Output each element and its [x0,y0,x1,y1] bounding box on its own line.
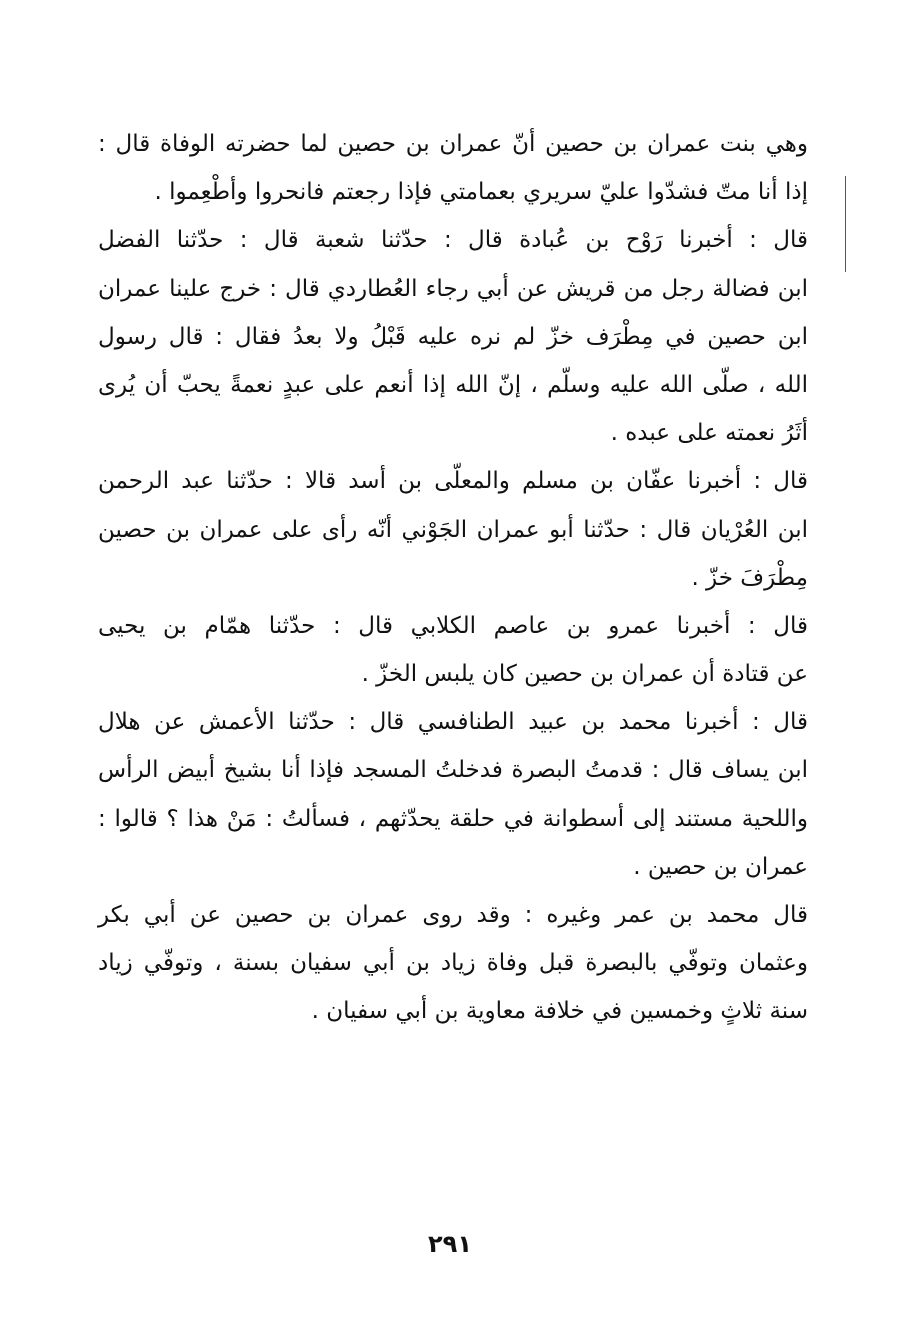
text-line: وهي بنت عمران بن حصين أنّ عمران بن حصين لما حضرته الوفاة قال : [98,131,808,157]
text-line: قال : أخبرنا عفّان بن مسلم والمعلّى بن أسد قالا : حدّثنا عبد الرحمن [98,468,808,495]
text-line: قال : أخبرنا عمرو بن عاصم الكلابي قال : حدّثنا همّام بن يحيى [98,612,808,639]
text-line: قال : أخبرنا رَوْح بن عُبادة قال : حدّثنا شعبة قال : حدّثنا الفضل [98,227,808,254]
text-line: واللحية مستند إلى أسطوانة في حلقة يحدّثهم ، فسألتُ : مَنْ هذا ؟ قالوا : [98,805,808,832]
paragraph-2 [98,216,808,457]
text-line: مِطْرَفَ خزّ . [691,564,808,591]
paragraph-4 [98,602,808,698]
text-line: ابن حصين في مِطْرَف خزّ لم نره عليه قَبْلُ ولا بعدُ فقال : قال رسول [98,323,808,350]
text-line: وعثمان وتوفّي بالبصرة قبل وفاة زياد بن أبي سفيان بسنة ، وتوفّي زياد [98,950,808,977]
text-line: عن قتادة أن عمران بن حصين كان يلبس الخزّ . [361,661,808,688]
paragraph-5 [98,698,808,891]
text-line: الله ، صلّى الله عليه وسلّم ، إنّ الله إذا أنعم على عبدٍ نعمةً يحبّ أن يُرى [98,371,808,398]
margin-mark [845,176,846,272]
text-line: أثَرُ نعمته على عبده . [610,420,808,447]
text-line: ابن يساف قال : قدمتُ البصرة فدخلتُ المسجد فإذا أنا بشيخ أبيض الرأس [98,757,808,784]
text-line: ابن فضالة رجل من قريش عن أبي رجاء العُطاردي قال : خرج علينا عمران [98,275,808,302]
text-line: ابن العُرْيان قال : حدّثنا أبو عمران الجَوْني أنّه رأى على عمران بن حصين [98,516,808,543]
text-line: سنة ثلاثٍ وخمسين في خلافة معاوية بن أبي سفيان . [311,998,808,1025]
paragraph-1 [98,120,808,216]
page-body [98,120,808,1036]
text-line: قال محمد بن عمر وغيره : وقد روى عمران بن حصين عن أبي بكر [98,902,808,928]
text-line: قال : أخبرنا محمد بن عبيد الطنافسي قال : حدّثنا الأعمش عن هلال [98,709,808,736]
text-line: إذا أنا متّ فشدّوا عليّ سريري بعمامتي فإذا رجعتم فانحروا وأطْعِموا . [154,179,808,206]
paragraph-6 [98,891,808,1036]
text-line: عمران بن حصين . [633,853,808,880]
paragraph-3 [98,457,808,602]
page-number: ٢٩١ [428,1230,472,1258]
